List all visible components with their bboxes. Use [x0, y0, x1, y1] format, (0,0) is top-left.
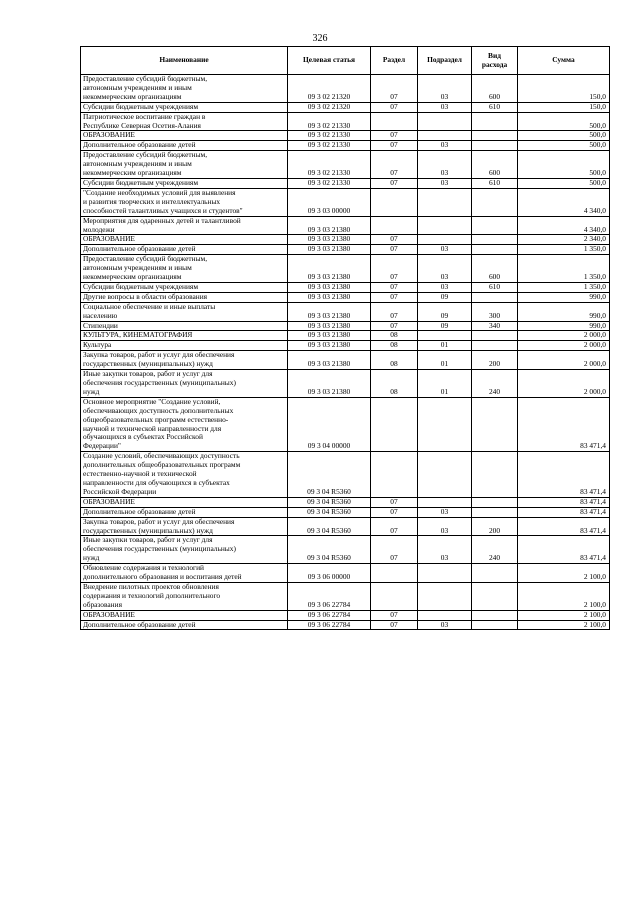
- cell-amount: 2 000,0: [518, 331, 610, 341]
- cell-expense-type: 610: [472, 178, 518, 188]
- cell-section: 07: [371, 536, 418, 564]
- cell-expense-type: 340: [472, 321, 518, 331]
- table-header-row: [81, 47, 610, 75]
- cell-name: Иные закупки товаров, работ и услуг для обеспечения государственных (муниципальных) нужд: [81, 370, 288, 398]
- table-row: [81, 151, 610, 179]
- cell-expense-type: 600: [472, 75, 518, 103]
- cell-amount: 500,0: [518, 112, 610, 131]
- cell-expense-type: 300: [472, 302, 518, 321]
- cell-expense-type: [472, 610, 518, 620]
- cell-target-article: 09 3 04 R5360: [288, 517, 371, 536]
- cell-name: Предоставление субсидий бюджетным, автономным учреждениям и иным некоммерческим организациям: [81, 151, 288, 179]
- cell-section: 07: [371, 302, 418, 321]
- table-row: [81, 370, 610, 398]
- cell-amount: 500,0: [518, 178, 610, 188]
- cell-subsection: [418, 216, 472, 235]
- cell-name: Другие вопросы в области образования: [81, 292, 288, 302]
- cell-subsection: [418, 235, 472, 245]
- table-row: [81, 245, 610, 255]
- cell-section: 07: [371, 178, 418, 188]
- cell-subsection: 03: [418, 255, 472, 283]
- table-row: [81, 536, 610, 564]
- cell-name: Культура: [81, 341, 288, 351]
- cell-section: 07: [371, 151, 418, 179]
- cell-target-article: 09 3 02 21330: [288, 131, 371, 141]
- cell-expense-type: [472, 245, 518, 255]
- cell-section: 07: [371, 141, 418, 151]
- cell-name: Дополнительное образование детей: [81, 245, 288, 255]
- cell-name: КУЛЬТУРА, КИНЕМАТОГРАФИЯ: [81, 331, 288, 341]
- cell-name: Дополнительное образование детей: [81, 507, 288, 517]
- cell-amount: 2 000,0: [518, 351, 610, 370]
- cell-target-article: 09 3 04 00000: [288, 397, 371, 451]
- cell-expense-type: 240: [472, 536, 518, 564]
- cell-expense-type: [472, 131, 518, 141]
- cell-subsection: [418, 331, 472, 341]
- cell-target-article: 09 3 03 00000: [288, 188, 371, 216]
- cell-target-article: 09 3 06 00000: [288, 564, 371, 583]
- cell-target-article: 09 3 06 22784: [288, 610, 371, 620]
- cell-target-article: 09 3 03 21380: [288, 321, 371, 331]
- cell-subsection: 01: [418, 351, 472, 370]
- cell-amount: 83 471,4: [518, 517, 610, 536]
- cell-target-article: 09 3 02 21320: [288, 102, 371, 112]
- cell-name: Дополнительное образование детей: [81, 141, 288, 151]
- cell-subsection: 09: [418, 321, 472, 331]
- cell-expense-type: [472, 507, 518, 517]
- cell-name: ОБРАЗОВАНИЕ: [81, 131, 288, 141]
- cell-target-article: 09 3 06 22784: [288, 620, 371, 630]
- table-row: [81, 620, 610, 630]
- cell-section: 07: [371, 497, 418, 507]
- budget-table: [80, 46, 610, 630]
- cell-section: 08: [371, 341, 418, 351]
- table-row: [81, 497, 610, 507]
- cell-expense-type: [472, 331, 518, 341]
- table-row: [81, 564, 610, 583]
- cell-name: Предоставление субсидий бюджетным, автономным учреждениям и иным некоммерческим организациям: [81, 255, 288, 283]
- cell-section: 07: [371, 255, 418, 283]
- cell-name: Субсидии бюджетным учреждениям: [81, 102, 288, 112]
- cell-name: Субсидии бюджетным учреждениям: [81, 178, 288, 188]
- cell-section: [371, 582, 418, 610]
- cell-subsection: 03: [418, 517, 472, 536]
- cell-subsection: 03: [418, 282, 472, 292]
- cell-expense-type: [472, 341, 518, 351]
- cell-expense-type: [472, 216, 518, 235]
- cell-target-article: 09 3 02 21330: [288, 151, 371, 179]
- cell-target-article: 09 3 03 21380: [288, 341, 371, 351]
- cell-section: [371, 397, 418, 451]
- header-amount: Сумма: [518, 47, 610, 75]
- cell-section: 07: [371, 75, 418, 103]
- cell-target-article: 09 3 03 21380: [288, 245, 371, 255]
- cell-subsection: 03: [418, 507, 472, 517]
- table-row: [81, 292, 610, 302]
- cell-subsection: [418, 131, 472, 141]
- cell-subsection: [418, 452, 472, 498]
- cell-expense-type: 600: [472, 255, 518, 283]
- cell-section: [371, 112, 418, 131]
- cell-expense-type: [472, 452, 518, 498]
- cell-target-article: 09 3 03 21380: [288, 255, 371, 283]
- cell-expense-type: [472, 582, 518, 610]
- cell-expense-type: 610: [472, 102, 518, 112]
- table-row: [81, 351, 610, 370]
- table-row: [81, 331, 610, 341]
- cell-subsection: [418, 112, 472, 131]
- cell-expense-type: 600: [472, 151, 518, 179]
- header-subsection: Подраздел: [418, 47, 472, 75]
- cell-amount: 500,0: [518, 151, 610, 179]
- cell-target-article: 09 3 04 R5360: [288, 507, 371, 517]
- cell-name: Патриотическое воспитание граждан в Республике Северная Осетия-Алания: [81, 112, 288, 131]
- cell-amount: 990,0: [518, 321, 610, 331]
- table-row: [81, 282, 610, 292]
- cell-name: Социальное обеспечение и иные выплаты населению: [81, 302, 288, 321]
- table-row: [81, 610, 610, 620]
- table-row: [81, 141, 610, 151]
- cell-expense-type: [472, 564, 518, 583]
- cell-expense-type: [472, 292, 518, 302]
- cell-subsection: [418, 564, 472, 583]
- table-row: [81, 321, 610, 331]
- cell-target-article: 09 3 02 21320: [288, 75, 371, 103]
- cell-section: 07: [371, 610, 418, 620]
- table-row: [81, 235, 610, 245]
- table-row: [81, 216, 610, 235]
- cell-section: [371, 188, 418, 216]
- cell-section: 08: [371, 370, 418, 398]
- cell-subsection: 01: [418, 370, 472, 398]
- cell-section: 07: [371, 102, 418, 112]
- cell-section: 07: [371, 282, 418, 292]
- table-row: [81, 452, 610, 498]
- cell-section: [371, 216, 418, 235]
- cell-expense-type: 200: [472, 351, 518, 370]
- cell-section: 07: [371, 321, 418, 331]
- cell-subsection: [418, 610, 472, 620]
- cell-target-article: 09 3 04 R5360: [288, 452, 371, 498]
- table-row: [81, 178, 610, 188]
- cell-subsection: 09: [418, 302, 472, 321]
- table-row: [81, 397, 610, 451]
- cell-expense-type: 610: [472, 282, 518, 292]
- table-row: [81, 302, 610, 321]
- cell-amount: 2 100,0: [518, 564, 610, 583]
- table-row: [81, 507, 610, 517]
- cell-name: Иные закупки товаров, работ и услуг для обеспечения государственных (муниципальных) нужд: [81, 536, 288, 564]
- cell-section: 07: [371, 620, 418, 630]
- cell-amount: 150,0: [518, 75, 610, 103]
- cell-amount: 2 100,0: [518, 582, 610, 610]
- cell-amount: 1 350,0: [518, 245, 610, 255]
- cell-section: 08: [371, 351, 418, 370]
- cell-name: "Создание необходимых условий для выявления и развития творческих и интеллектуальных способностей талантливых учащихся и студентов": [81, 188, 288, 216]
- cell-subsection: 03: [418, 141, 472, 151]
- cell-section: 08: [371, 331, 418, 341]
- cell-target-article: 09 3 04 R5360: [288, 497, 371, 507]
- cell-name: ОБРАЗОВАНИЕ: [81, 235, 288, 245]
- cell-section: 07: [371, 235, 418, 245]
- cell-section: 07: [371, 245, 418, 255]
- cell-expense-type: [472, 397, 518, 451]
- cell-section: 07: [371, 292, 418, 302]
- cell-amount: 1 350,0: [518, 255, 610, 283]
- cell-target-article: 09 3 03 21380: [288, 302, 371, 321]
- cell-subsection: [418, 582, 472, 610]
- table-row: [81, 112, 610, 131]
- cell-amount: 2 100,0: [518, 610, 610, 620]
- header-section: Раздел: [371, 47, 418, 75]
- cell-expense-type: [472, 497, 518, 507]
- cell-amount: 2 000,0: [518, 341, 610, 351]
- table-row: [81, 341, 610, 351]
- table-row: [81, 582, 610, 610]
- cell-amount: 500,0: [518, 131, 610, 141]
- cell-expense-type: [472, 141, 518, 151]
- cell-subsection: 09: [418, 292, 472, 302]
- cell-target-article: 09 3 03 21380: [288, 370, 371, 398]
- cell-name: Закупка товаров, работ и услуг для обеспечения государственных (муниципальных) нужд: [81, 351, 288, 370]
- cell-target-article: 09 3 03 21380: [288, 216, 371, 235]
- header-target-article: Целевая статья: [288, 47, 371, 75]
- header-expense-type: Вид расхода: [472, 47, 518, 75]
- table-row: [81, 75, 610, 103]
- cell-amount: 4 340,0: [518, 216, 610, 235]
- cell-expense-type: 200: [472, 517, 518, 536]
- cell-section: 07: [371, 131, 418, 141]
- cell-name: Дополнительное образование детей: [81, 620, 288, 630]
- cell-amount: 83 471,4: [518, 397, 610, 451]
- cell-subsection: [418, 497, 472, 507]
- cell-amount: 500,0: [518, 141, 610, 151]
- cell-target-article: 09 3 02 21330: [288, 178, 371, 188]
- cell-section: 07: [371, 507, 418, 517]
- cell-target-article: 09 3 04 R5360: [288, 536, 371, 564]
- cell-target-article: 09 3 03 21380: [288, 292, 371, 302]
- cell-name: Основное мероприятие "Создание условий, обеспечивающих доступность дополнительных общеобразовательных программ естественно- научной и технической направленности для обучающихся в субъектах Российской Федерации": [81, 397, 288, 451]
- cell-subsection: 03: [418, 178, 472, 188]
- cell-amount: 83 471,4: [518, 497, 610, 507]
- cell-name: Предоставление субсидий бюджетным, автономным учреждениям и иным некоммерческим организациям: [81, 75, 288, 103]
- cell-target-article: 09 3 03 21380: [288, 282, 371, 292]
- cell-name: Создание условий, обеспечивающих доступность дополнительных общеобразовательных программ естественно-научной и технической направленности для обучающихся в субъектах Российской Федерации: [81, 452, 288, 498]
- cell-name: Стипендии: [81, 321, 288, 331]
- cell-name: Мероприятия для одаренных детей и талантливой молодежи: [81, 216, 288, 235]
- cell-target-article: 09 3 03 21380: [288, 331, 371, 341]
- cell-amount: 83 471,4: [518, 452, 610, 498]
- cell-amount: 1 350,0: [518, 282, 610, 292]
- cell-section: 07: [371, 517, 418, 536]
- cell-subsection: 03: [418, 536, 472, 564]
- cell-name: Обновление содержания и технологий дополнительного образования и воспитания детей: [81, 564, 288, 583]
- cell-name: ОБРАЗОВАНИЕ: [81, 610, 288, 620]
- cell-name: Закупка товаров, работ и услуг для обеспечения государственных (муниципальных) нужд: [81, 517, 288, 536]
- page-number: 326: [312, 33, 328, 44]
- cell-amount: 83 471,4: [518, 507, 610, 517]
- cell-subsection: 03: [418, 102, 472, 112]
- cell-amount: 83 471,4: [518, 536, 610, 564]
- cell-expense-type: [472, 620, 518, 630]
- cell-target-article: 09 3 03 21380: [288, 235, 371, 245]
- cell-section: [371, 452, 418, 498]
- cell-name: ОБРАЗОВАНИЕ: [81, 497, 288, 507]
- cell-expense-type: [472, 112, 518, 131]
- cell-expense-type: [472, 188, 518, 216]
- table-row: [81, 188, 610, 216]
- cell-subsection: 03: [418, 620, 472, 630]
- cell-amount: 990,0: [518, 302, 610, 321]
- cell-subsection: 03: [418, 75, 472, 103]
- cell-expense-type: 240: [472, 370, 518, 398]
- cell-amount: 150,0: [518, 102, 610, 112]
- header-name: Наименование: [81, 47, 288, 75]
- cell-subsection: 03: [418, 151, 472, 179]
- cell-amount: 2 000,0: [518, 370, 610, 398]
- cell-target-article: 09 3 02 21330: [288, 112, 371, 131]
- cell-amount: 990,0: [518, 292, 610, 302]
- cell-section: [371, 564, 418, 583]
- cell-target-article: 09 3 02 21330: [288, 141, 371, 151]
- table-row: [81, 102, 610, 112]
- table-body: [81, 75, 610, 630]
- cell-name: Субсидии бюджетным учреждениям: [81, 282, 288, 292]
- cell-target-article: 09 3 03 21380: [288, 351, 371, 370]
- cell-expense-type: [472, 235, 518, 245]
- cell-name: Внедрение пилотных проектов обновления содержания и технологий дополнительного образования: [81, 582, 288, 610]
- cell-subsection: [418, 188, 472, 216]
- cell-target-article: 09 3 06 22784: [288, 582, 371, 610]
- cell-amount: 2 340,0: [518, 235, 610, 245]
- cell-subsection: [418, 397, 472, 451]
- table-row: [81, 131, 610, 141]
- cell-subsection: 03: [418, 245, 472, 255]
- table-row: [81, 517, 610, 536]
- table-row: [81, 255, 610, 283]
- cell-amount: 2 100,0: [518, 620, 610, 630]
- cell-amount: 4 340,0: [518, 188, 610, 216]
- cell-subsection: 01: [418, 341, 472, 351]
